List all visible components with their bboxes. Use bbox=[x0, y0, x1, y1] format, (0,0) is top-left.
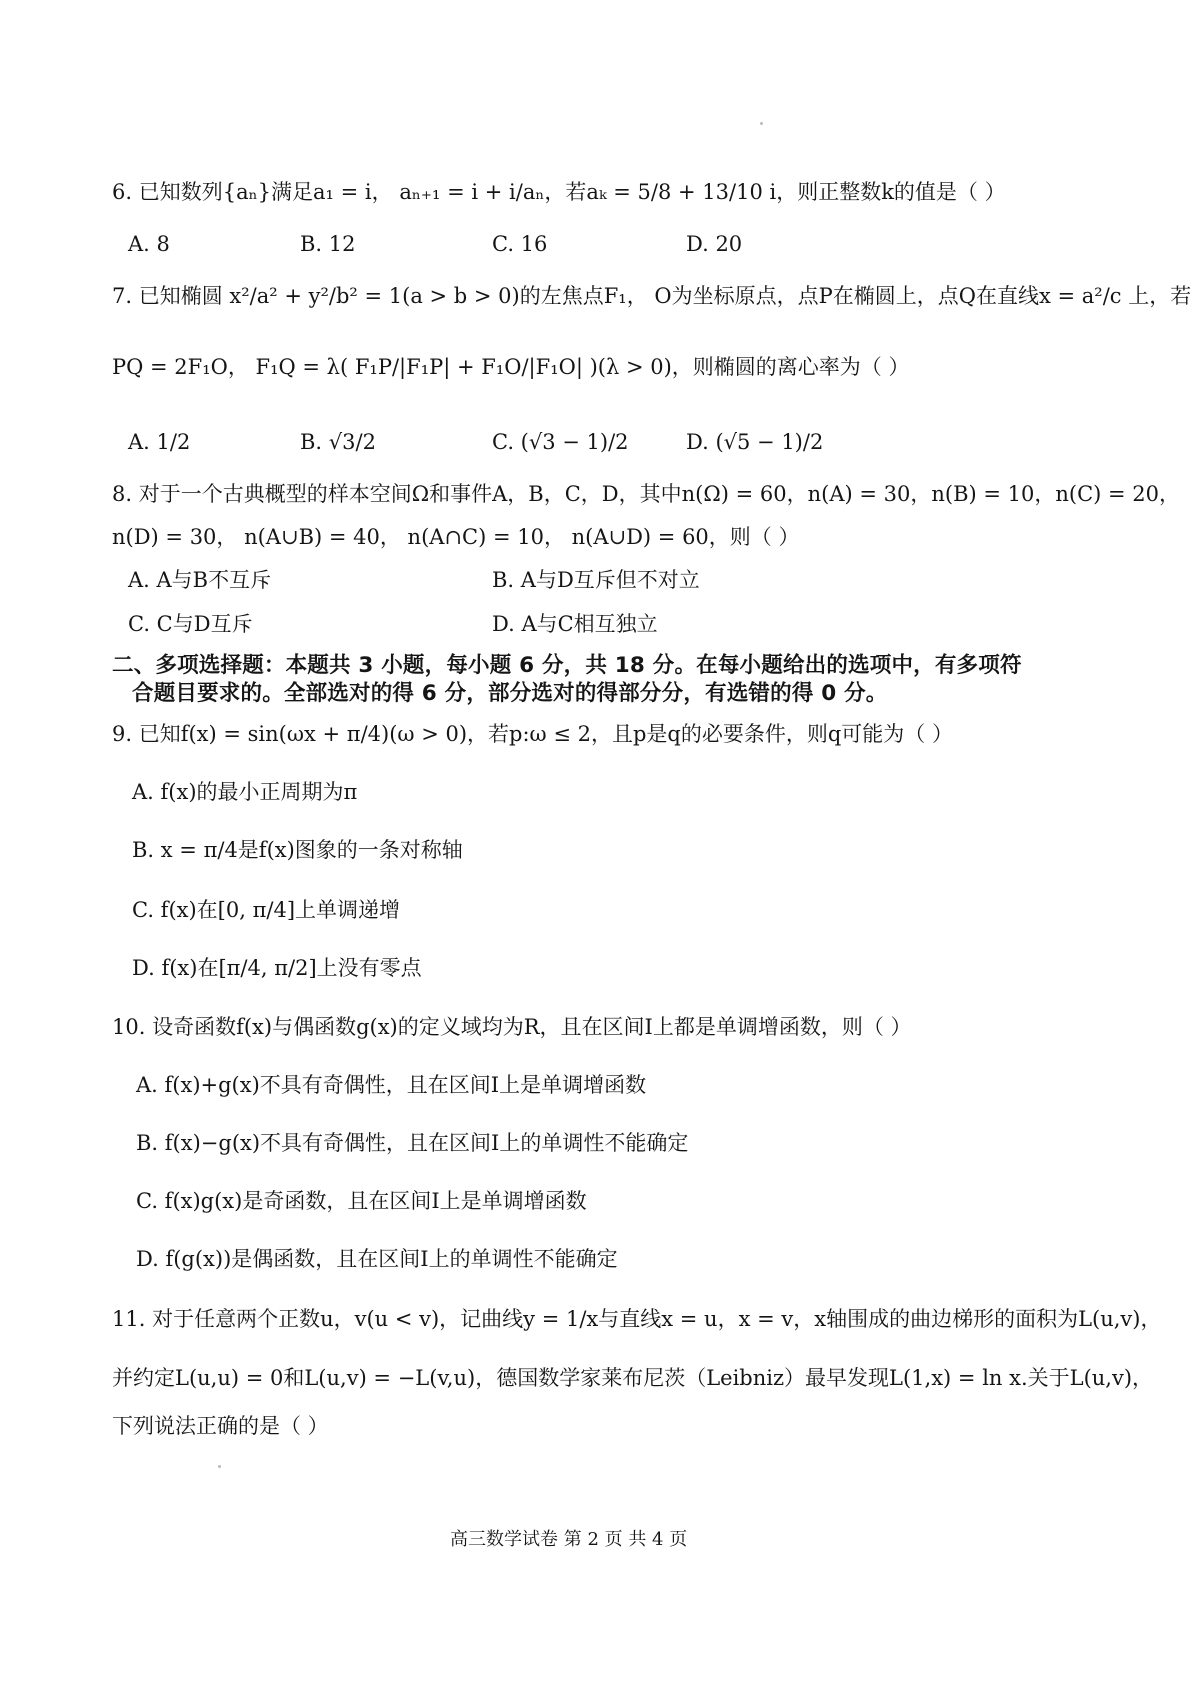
question-8-option-b: B. A与D互斥但不对立 bbox=[492, 568, 700, 592]
question-10-option-a: A. f(x)+g(x)不具有奇偶性，且在区间I上是单调增函数 bbox=[136, 1073, 647, 1097]
question-11-line-1: 11. 对于任意两个正数u，v(u < v)，记曲线y = 1/x与直线x = u，x = v，x轴围成的曲边梯形的面积为L(u,v)， bbox=[112, 1307, 1162, 1331]
question-9-option-a: A. f(x)的最小正周期为π bbox=[132, 780, 358, 804]
question-8-option-d: D. A与C相互独立 bbox=[492, 612, 658, 636]
question-9-stem: 9. 已知f(x) = sin(ωx + π/4)(ω > 0)，若p:ω ≤ 2，且p是q的必要条件，则q可能为（ ） bbox=[112, 722, 953, 746]
question-10-option-c: C. f(x)g(x)是奇函数，且在区间I上是单调增函数 bbox=[136, 1189, 587, 1213]
question-6-option-c: C. 16 bbox=[492, 232, 548, 256]
question-6-option-a: A. 8 bbox=[128, 232, 170, 256]
question-6-option-b: B. 12 bbox=[300, 232, 356, 256]
page-footer: 高三数学试卷 第 2 页 共 4 页 bbox=[450, 1529, 688, 1550]
question-11-line-3: 下列说法正确的是（ ） bbox=[112, 1414, 329, 1438]
question-6-option-d: D. 20 bbox=[686, 232, 743, 256]
question-10-stem: 10. 设奇函数f(x)与偶函数g(x)的定义域均为R，且在区间I上都是单调增函数，则（ ） bbox=[112, 1015, 912, 1039]
question-6-stem: 6. 已知数列{aₙ}满足a₁ = i， aₙ₊₁ = i + i/aₙ，若aₖ = 5/8 + 13/10 i，则正整数k的值是（ ） bbox=[112, 180, 1006, 204]
question-7-line-1: 7. 已知椭圆 x²/a² + y²/b² = 1(a > b > 0)的左焦点F₁， O为坐标原点，点P在椭圆上，点Q在直线x = a²/c 上，若 bbox=[112, 284, 1192, 308]
question-10-option-b: B. f(x)−g(x)不具有奇偶性，且在区间I上的单调性不能确定 bbox=[136, 1131, 689, 1155]
question-9-option-b: B. x = π/4是f(x)图象的一条对称轴 bbox=[132, 838, 463, 862]
question-7-option-d: D. (√5 − 1)/2 bbox=[686, 430, 824, 454]
question-7-line-2: PQ = 2F₁O， F₁Q = λ( F₁P/|F₁P| + F₁O/|F₁O| )(λ > 0)，则椭圆的离心率为（ ） bbox=[112, 355, 910, 379]
question-7-option-c: C. (√3 − 1)/2 bbox=[492, 430, 629, 454]
question-11-line-2: 并约定L(u,u) = 0和L(u,v) = −L(v,u)，德国数学家莱布尼茨（Leibniz）最早发现L(1,x) = ln x.关于L(u,v)， bbox=[112, 1366, 1154, 1390]
scan-speck bbox=[218, 1465, 221, 1468]
question-8-option-c: C. C与D互斥 bbox=[128, 612, 253, 636]
question-8-line-2: n(D) = 30， n(A∪B) = 40， n(A∩C) = 10， n(A∪D) = 60，则（ ） bbox=[112, 525, 800, 549]
question-9-option-d: D. f(x)在[π/4, π/2]上没有零点 bbox=[132, 956, 422, 980]
question-8-line-1: 8. 对于一个古典概型的样本空间Ω和事件A，B，C，D，其中n(Ω) = 60，n(A) = 30，n(B) = 10，n(C) = 20， bbox=[112, 482, 1181, 506]
question-8-option-a: A. A与B不互斥 bbox=[128, 568, 272, 592]
question-9-option-c: C. f(x)在[0, π/4]上单调递增 bbox=[132, 898, 401, 922]
section-2-heading-line-1: 二、多项选择题：本题共 3 小题，每小题 6 分，共 18 分。在每小题给出的选项中，有多项符 bbox=[112, 653, 1022, 678]
section-2-heading-line-2: 合题目要求的。全部选对的得 6 分，部分选对的得部分分，有选错的得 0 分。 bbox=[132, 681, 888, 706]
question-7-option-a: A. 1/2 bbox=[128, 430, 191, 454]
question-10-option-d: D. f(g(x))是偶函数，且在区间I上的单调性不能确定 bbox=[136, 1247, 618, 1271]
question-7-option-b: B. √3/2 bbox=[300, 430, 376, 454]
scan-speck bbox=[760, 122, 763, 125]
